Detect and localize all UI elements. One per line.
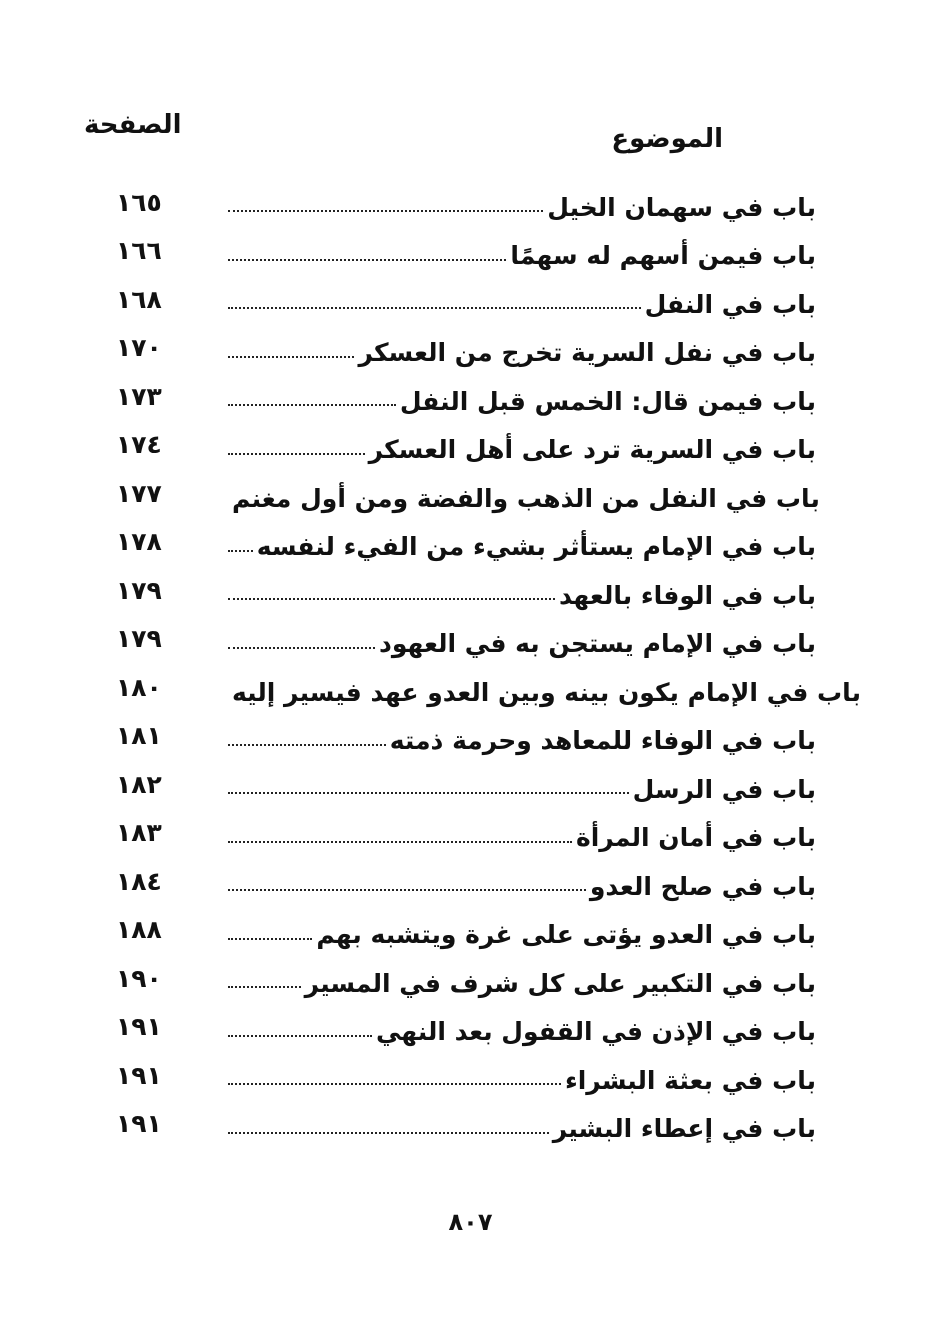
toc-entry (110, 1100, 816, 1149)
dot-leader (228, 259, 506, 261)
page-column-header: الصفحة (84, 110, 182, 140)
toc-entry-page: ١٧٨ (116, 527, 162, 557)
dot-leader (228, 986, 301, 988)
toc-entry (110, 178, 816, 227)
toc-entry-page: ١٨٣ (116, 818, 162, 848)
toc-entry-title: باب في النفل من الذهب والفضة ومن أول مغنم (232, 483, 820, 513)
toc-entry (110, 469, 820, 518)
toc-entry (110, 615, 816, 664)
dot-leader (228, 744, 386, 746)
dot-leader (228, 1132, 549, 1134)
toc-entry (110, 1051, 816, 1100)
toc-entry-page: ١٧٩ (116, 624, 162, 654)
toc-entry-title: باب في الإمام يستأثر بشيء من الفيء لنفسه (256, 532, 816, 562)
toc-entry-title: باب في الوفاء بالعهد (558, 580, 816, 610)
toc-entry-title: باب في السرية ترد على أهل العسكر (368, 435, 816, 465)
toc-entry-title: باب في العدو يؤتى على غرة ويتشبه بهم (316, 920, 816, 950)
toc-entry-title: باب في التكبير على كل شرف في المسير (304, 968, 816, 998)
toc-entry (110, 324, 816, 373)
toc-entry-page: ١٩١ (116, 1109, 162, 1139)
subject-column-header: الموضوع (611, 124, 723, 154)
toc-entry-title: باب في صلح العدو (589, 871, 816, 901)
toc-entry-title: باب فيمن أسهم له سهمًا (510, 241, 816, 271)
dot-leader (228, 1083, 561, 1085)
toc-entry-title: باب في نفل السرية تخرج من العسكر (358, 338, 816, 368)
toc-entry (110, 275, 816, 324)
toc-entry-page: ١٧٩ (116, 575, 162, 605)
toc-entry-page: ١٧٤ (116, 430, 162, 460)
toc-entry (110, 227, 816, 276)
toc-entry (110, 712, 816, 761)
dot-leader (228, 889, 586, 891)
toc-entry-page: ١٨١ (116, 721, 162, 751)
toc-entry-page: ١٧٣ (116, 381, 162, 411)
toc-entry-title: باب في سهمان الخيل (547, 192, 816, 222)
toc-entry (110, 372, 816, 421)
toc-entry (110, 906, 816, 955)
dot-leader (228, 1035, 372, 1037)
page-number: ٨٠٧ (448, 1208, 493, 1236)
dot-leader (228, 841, 572, 843)
toc-entry-title: باب في الإذن في القفول بعد النهي (375, 1017, 816, 1047)
toc-entry-page: ١٧٧ (116, 478, 162, 508)
toc-entry-page: ١٧٠ (116, 333, 162, 363)
dot-leader (228, 938, 312, 940)
toc-entry-title: باب في إعطاء البشير (552, 1114, 816, 1144)
dot-leader (228, 647, 375, 649)
toc-entry-title: باب في الإمام يكون بينه وبين العدو عهد فيسير إليه (232, 677, 861, 707)
toc-entry (110, 1003, 816, 1052)
toc-entry-page: ١٨٢ (116, 769, 162, 799)
toc-entry-title: باب في الرسل (632, 774, 816, 804)
table-of-contents (110, 178, 861, 1148)
toc-entry (110, 760, 816, 809)
toc-entry (110, 809, 816, 858)
toc-entry-page: ١٦٦ (116, 236, 162, 266)
toc-entry-title: باب في أمان المرأة (575, 823, 816, 853)
toc-entry-page: ١٦٨ (116, 284, 162, 314)
toc-entry-title: باب فيمن قال: الخمس قبل النفل (399, 386, 816, 416)
toc-entry-page: ١٩١ (116, 1012, 162, 1042)
toc-entry-title: باب في النفل (644, 289, 816, 319)
toc-entry (110, 518, 816, 567)
toc-entry (110, 857, 816, 906)
toc-entry-page: ١٨٠ (116, 672, 162, 702)
dot-leader (228, 792, 629, 794)
toc-entry (110, 566, 816, 615)
dot-leader (228, 210, 543, 212)
toc-entry-page: ١٨٨ (116, 915, 162, 945)
dot-leader (228, 550, 253, 552)
toc-entry (110, 954, 816, 1003)
toc-entry (110, 663, 861, 712)
dot-leader (228, 356, 354, 358)
toc-entry-page: ١٩٠ (116, 963, 162, 993)
dot-leader (228, 598, 555, 600)
toc-entry-title: باب في الوفاء للمعاهد وحرمة ذمته (389, 726, 816, 756)
toc-entry-page: ١٦٥ (116, 187, 162, 217)
dot-leader (228, 453, 365, 455)
toc-entry-page: ١٨٤ (116, 866, 162, 896)
toc-entry-title: باب في الإمام يستجن به في العهود (379, 629, 816, 659)
dot-leader (228, 307, 641, 309)
toc-entry-page: ١٩١ (116, 1060, 162, 1090)
toc-entry-title: باب في بعثة البشراء (564, 1065, 816, 1095)
toc-entry (110, 421, 816, 470)
dot-leader (228, 404, 396, 406)
